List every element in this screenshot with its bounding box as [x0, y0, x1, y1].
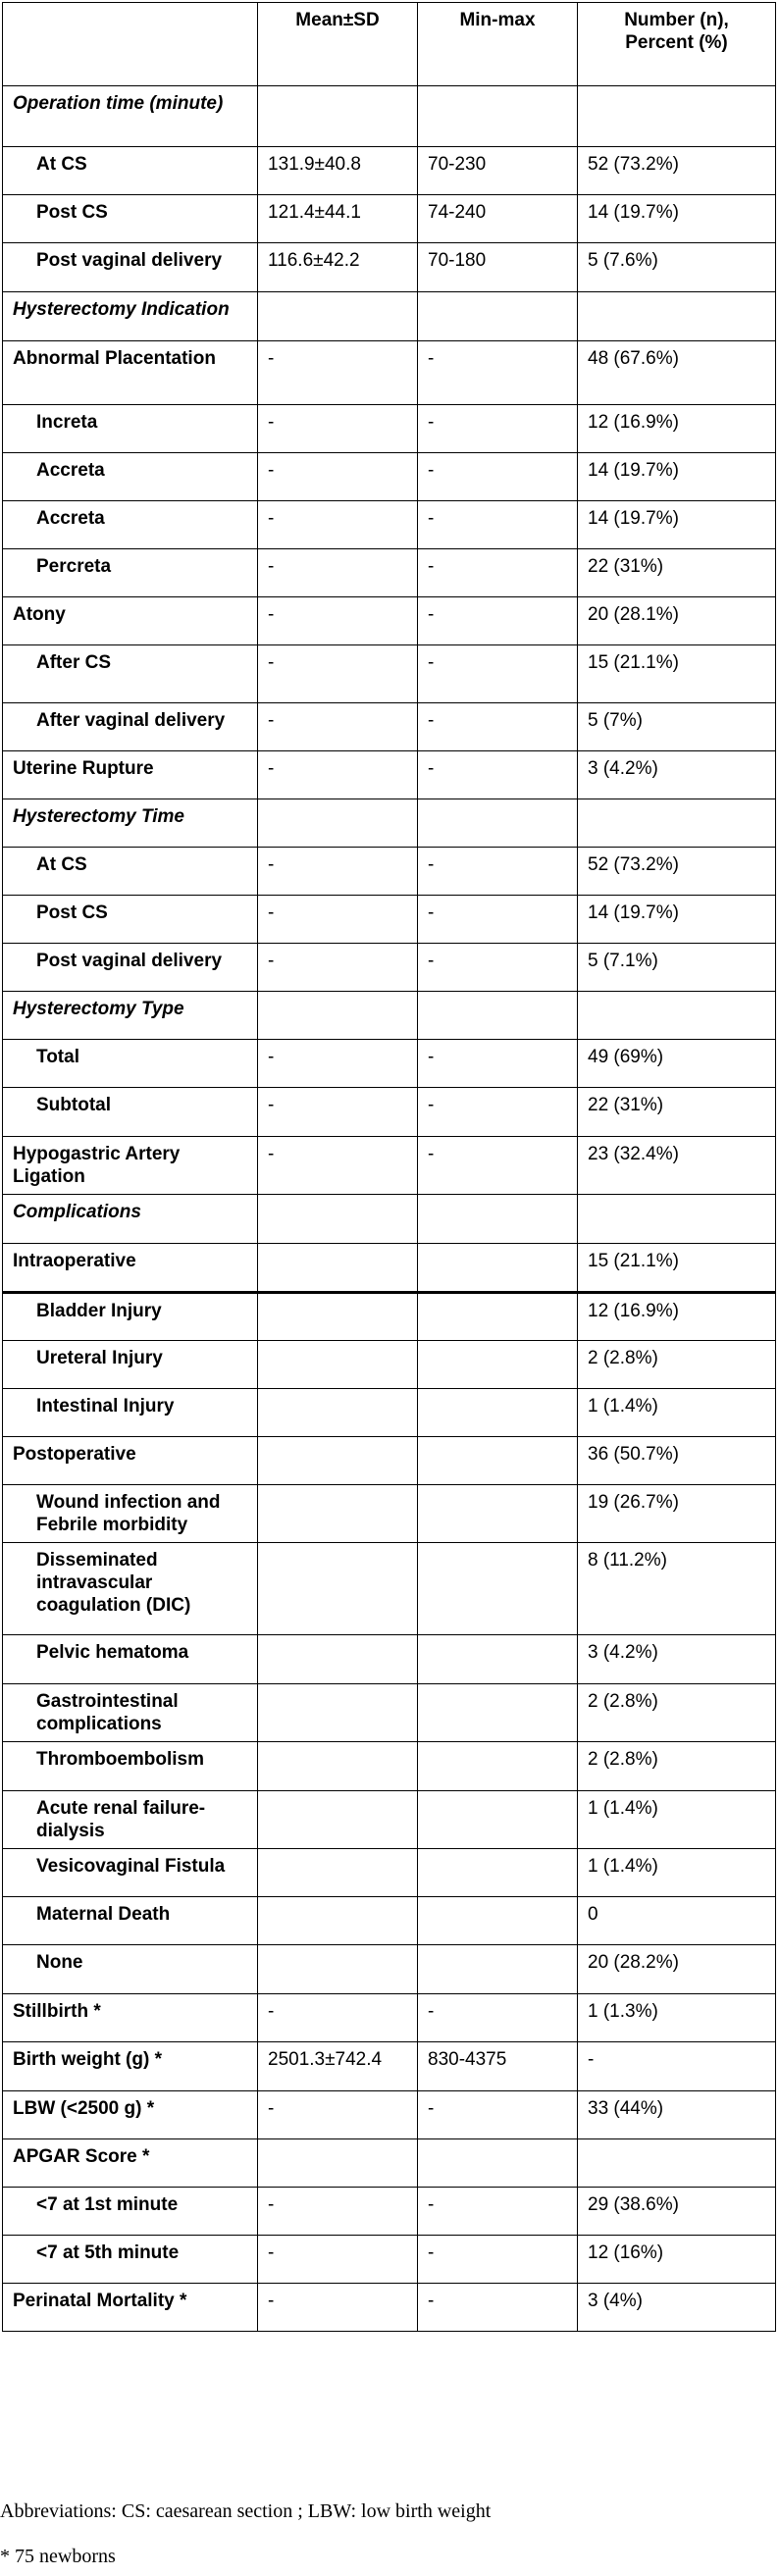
mean-sd-cell: 2501.3±742.4	[258, 2042, 418, 2091]
row-label: Post vaginal delivery	[3, 944, 258, 992]
min-max-cell: -	[418, 896, 578, 944]
mean-sd-cell	[258, 799, 418, 848]
number-percent-cell: 0	[578, 1897, 776, 1945]
row-label: Subtotal	[3, 1088, 258, 1137]
min-max-cell: -	[418, 1040, 578, 1088]
mean-sd-cell	[258, 1684, 418, 1742]
row-label: Post vaginal delivery	[3, 243, 258, 292]
number-percent-cell: 8 (11.2%)	[578, 1543, 776, 1635]
table-row	[3, 1897, 776, 1945]
number-percent-cell	[578, 292, 776, 341]
min-max-cell	[418, 1791, 578, 1849]
mean-sd-cell: -	[258, 501, 418, 549]
row-label: Hysterectomy Time	[3, 799, 258, 848]
number-percent-cell: 12 (16%)	[578, 2236, 776, 2284]
mean-sd-cell: 131.9±40.8	[258, 147, 418, 195]
mean-sd-cell: 121.4±44.1	[258, 195, 418, 243]
mean-sd-cell	[258, 1897, 418, 1945]
header-row	[3, 3, 776, 86]
row-label: At CS	[3, 147, 258, 195]
table-row	[3, 195, 776, 243]
min-max-cell	[418, 1945, 578, 1994]
min-max-cell	[418, 1293, 578, 1341]
mean-sd-cell: -	[258, 405, 418, 453]
row-label: Complications	[3, 1195, 258, 1244]
table-row	[3, 1389, 776, 1437]
mean-sd-cell: 116.6±42.2	[258, 243, 418, 292]
number-percent-cell: 2 (2.8%)	[578, 1684, 776, 1742]
number-percent-cell: 1 (1.4%)	[578, 1849, 776, 1897]
table-row	[3, 341, 776, 405]
number-percent-cell: 52 (73.2%)	[578, 848, 776, 896]
number-percent-cell: 29 (38.6%)	[578, 2188, 776, 2236]
table-row	[3, 896, 776, 944]
row-label: APGAR Score *	[3, 2139, 258, 2188]
table-row	[3, 1341, 776, 1389]
row-label: Intestinal Injury	[3, 1389, 258, 1437]
row-label: Increta	[3, 405, 258, 453]
table-row	[3, 501, 776, 549]
table-row	[3, 1137, 776, 1195]
table-row	[3, 1849, 776, 1897]
row-label: Hysterectomy Indication	[3, 292, 258, 341]
number-percent-cell: 23 (32.4%)	[578, 1137, 776, 1195]
mean-sd-cell	[258, 2139, 418, 2188]
min-max-cell	[418, 1341, 578, 1389]
table-row	[3, 1791, 776, 1849]
mean-sd-cell	[258, 1945, 418, 1994]
min-max-cell: -	[418, 703, 578, 751]
table-row	[3, 703, 776, 751]
results-table	[2, 2, 776, 2332]
number-percent-cell: 1 (1.4%)	[578, 1389, 776, 1437]
number-percent-cell: 5 (7%)	[578, 703, 776, 751]
min-max-cell: -	[418, 597, 578, 645]
number-percent-cell: 14 (19.7%)	[578, 896, 776, 944]
row-label: <7 at 1st minute	[3, 2188, 258, 2236]
number-percent-cell: 2 (2.8%)	[578, 1742, 776, 1791]
row-label: Birth weight (g) *	[3, 2042, 258, 2091]
number-percent-cell: 5 (7.6%)	[578, 243, 776, 292]
min-max-cell: -	[418, 1088, 578, 1137]
mean-sd-cell: -	[258, 1040, 418, 1088]
number-percent-cell: 3 (4.2%)	[578, 751, 776, 799]
mean-sd-cell	[258, 1244, 418, 1293]
mean-sd-cell: -	[258, 848, 418, 896]
header-min-max: Min-max	[418, 3, 578, 86]
mean-sd-cell: -	[258, 453, 418, 501]
number-percent-cell	[578, 86, 776, 147]
row-label: Atony	[3, 597, 258, 645]
number-percent-cell: 19 (26.7%)	[578, 1485, 776, 1543]
mean-sd-cell	[258, 1849, 418, 1897]
mean-sd-cell	[258, 1341, 418, 1389]
min-max-cell	[418, 2139, 578, 2188]
table-row	[3, 1293, 776, 1341]
min-max-cell	[418, 1635, 578, 1684]
row-label: Intraoperative	[3, 1244, 258, 1293]
min-max-cell	[418, 292, 578, 341]
mean-sd-cell: -	[258, 944, 418, 992]
row-label: Gastrointestinal complications	[3, 1684, 258, 1742]
mean-sd-cell: -	[258, 2091, 418, 2139]
table-row	[3, 405, 776, 453]
row-label: After vaginal delivery	[3, 703, 258, 751]
table-row	[3, 799, 776, 848]
number-percent-cell: 33 (44%)	[578, 2091, 776, 2139]
number-percent-cell: 12 (16.9%)	[578, 405, 776, 453]
table-row	[3, 453, 776, 501]
min-max-cell: -	[418, 2236, 578, 2284]
min-max-cell	[418, 992, 578, 1040]
table-row	[3, 1684, 776, 1742]
mean-sd-cell	[258, 1543, 418, 1635]
number-percent-cell: 22 (31%)	[578, 549, 776, 597]
min-max-cell: -	[418, 2091, 578, 2139]
number-percent-cell	[578, 992, 776, 1040]
mean-sd-cell	[258, 292, 418, 341]
table-row	[3, 1485, 776, 1543]
table-row	[3, 597, 776, 645]
min-max-cell: -	[418, 944, 578, 992]
min-max-cell: -	[418, 549, 578, 597]
mean-sd-cell	[258, 992, 418, 1040]
number-percent-cell: 20 (28.2%)	[578, 1945, 776, 1994]
table-row	[3, 944, 776, 992]
mean-sd-cell	[258, 86, 418, 147]
header-mean-sd: Mean±SD	[258, 3, 418, 86]
mean-sd-cell	[258, 1742, 418, 1791]
mean-sd-cell: -	[258, 896, 418, 944]
row-label: After CS	[3, 645, 258, 703]
min-max-cell: -	[418, 848, 578, 896]
row-label: Accreta	[3, 453, 258, 501]
row-label: Abnormal Placentation	[3, 341, 258, 405]
mean-sd-cell: -	[258, 751, 418, 799]
min-max-cell: -	[418, 405, 578, 453]
header-number-percent: Number (n), Percent (%)	[578, 3, 776, 86]
number-percent-cell: 14 (19.7%)	[578, 501, 776, 549]
min-max-cell	[418, 1742, 578, 1791]
number-percent-cell: 48 (67.6%)	[578, 341, 776, 405]
table-row	[3, 1088, 776, 1137]
table-row	[3, 243, 776, 292]
number-percent-cell	[578, 1195, 776, 1244]
number-percent-cell: 1 (1.4%)	[578, 1791, 776, 1849]
table-row	[3, 1994, 776, 2042]
table-row	[3, 1635, 776, 1684]
table-row	[3, 1945, 776, 1994]
table-row	[3, 1437, 776, 1485]
number-percent-cell: 12 (16.9%)	[578, 1293, 776, 1341]
min-max-cell: 74-240	[418, 195, 578, 243]
table-row	[3, 992, 776, 1040]
number-percent-cell: 36 (50.7%)	[578, 1437, 776, 1485]
min-max-cell	[418, 1897, 578, 1945]
row-label: Post CS	[3, 195, 258, 243]
mean-sd-cell	[258, 1293, 418, 1341]
row-label: Hysterectomy Type	[3, 992, 258, 1040]
min-max-cell	[418, 1437, 578, 1485]
number-percent-cell: 15 (21.1%)	[578, 645, 776, 703]
min-max-cell: -	[418, 453, 578, 501]
mean-sd-cell	[258, 1485, 418, 1543]
row-label: Percreta	[3, 549, 258, 597]
mean-sd-cell: -	[258, 341, 418, 405]
table-row	[3, 147, 776, 195]
number-percent-cell: 15 (21.1%)	[578, 1244, 776, 1293]
min-max-cell: 70-180	[418, 243, 578, 292]
number-percent-cell: 2 (2.8%)	[578, 1341, 776, 1389]
row-label: Bladder Injury	[3, 1293, 258, 1341]
table-row	[3, 1195, 776, 1244]
min-max-cell: -	[418, 2284, 578, 2332]
mean-sd-cell: -	[258, 2236, 418, 2284]
table-row	[3, 2284, 776, 2332]
min-max-cell	[418, 1244, 578, 1293]
row-label: Vesicovaginal Fistula	[3, 1849, 258, 1897]
row-label: Disseminated intravascular coagulation (DIC)	[3, 1543, 258, 1635]
number-percent-cell: 1 (1.3%)	[578, 1994, 776, 2042]
row-label: Postoperative	[3, 1437, 258, 1485]
mean-sd-cell	[258, 1437, 418, 1485]
row-label: Hypogastric Artery Ligation	[3, 1137, 258, 1195]
min-max-cell: 70-230	[418, 147, 578, 195]
table-row	[3, 2042, 776, 2091]
table-row	[3, 645, 776, 703]
min-max-cell: -	[418, 341, 578, 405]
min-max-cell: -	[418, 501, 578, 549]
number-percent-cell: -	[578, 2042, 776, 2091]
table-row	[3, 751, 776, 799]
row-label: <7 at 5th minute	[3, 2236, 258, 2284]
row-label: Operation time (minute)	[3, 86, 258, 147]
mean-sd-cell: -	[258, 1137, 418, 1195]
table-row	[3, 86, 776, 147]
row-label: Perinatal Mortality *	[3, 2284, 258, 2332]
header-empty-cell	[3, 3, 258, 86]
table-row	[3, 292, 776, 341]
number-percent-cell: 5 (7.1%)	[578, 944, 776, 992]
min-max-cell: -	[418, 1994, 578, 2042]
row-label: Thromboembolism	[3, 1742, 258, 1791]
number-percent-cell: 52 (73.2%)	[578, 147, 776, 195]
table-row	[3, 2236, 776, 2284]
number-percent-cell	[578, 2139, 776, 2188]
min-max-cell	[418, 1195, 578, 1244]
number-percent-cell: 20 (28.1%)	[578, 597, 776, 645]
table-row	[3, 2188, 776, 2236]
mean-sd-cell: -	[258, 597, 418, 645]
table-row	[3, 549, 776, 597]
table-row	[3, 2091, 776, 2139]
mean-sd-cell: -	[258, 1994, 418, 2042]
min-max-cell: -	[418, 751, 578, 799]
number-percent-cell	[578, 799, 776, 848]
row-label: Accreta	[3, 501, 258, 549]
mean-sd-cell: -	[258, 549, 418, 597]
mean-sd-cell	[258, 1195, 418, 1244]
min-max-cell	[418, 1543, 578, 1635]
mean-sd-cell	[258, 1389, 418, 1437]
row-label: Wound infection and Febrile morbidity	[3, 1485, 258, 1543]
number-percent-cell: 3 (4%)	[578, 2284, 776, 2332]
min-max-cell: 830-4375	[418, 2042, 578, 2091]
min-max-cell	[418, 1485, 578, 1543]
min-max-cell	[418, 1849, 578, 1897]
min-max-cell	[418, 799, 578, 848]
row-label: At CS	[3, 848, 258, 896]
row-label: Post CS	[3, 896, 258, 944]
row-label: Maternal Death	[3, 1897, 258, 1945]
row-label: None	[3, 1945, 258, 1994]
mean-sd-cell: -	[258, 1088, 418, 1137]
min-max-cell	[418, 1389, 578, 1437]
mean-sd-cell	[258, 1791, 418, 1849]
min-max-cell: -	[418, 1137, 578, 1195]
number-percent-cell: 3 (4.2%)	[578, 1635, 776, 1684]
mean-sd-cell	[258, 1635, 418, 1684]
row-label: Total	[3, 1040, 258, 1088]
number-percent-cell: 49 (69%)	[578, 1040, 776, 1088]
number-percent-cell: 14 (19.7%)	[578, 453, 776, 501]
min-max-cell: -	[418, 2188, 578, 2236]
table-row	[3, 2139, 776, 2188]
number-percent-cell: 14 (19.7%)	[578, 195, 776, 243]
mean-sd-cell: -	[258, 2188, 418, 2236]
abbreviations-note: Abbreviations: CS: caesarean section ; LBW: low birth weight	[0, 2500, 492, 2522]
min-max-cell	[418, 1684, 578, 1742]
min-max-cell	[418, 86, 578, 147]
row-label: LBW (<2500 g) *	[3, 2091, 258, 2139]
row-label: Uterine Rupture	[3, 751, 258, 799]
mean-sd-cell: -	[258, 645, 418, 703]
table-row	[3, 848, 776, 896]
row-label: Stillbirth *	[3, 1994, 258, 2042]
table-row	[3, 1543, 776, 1635]
table-row	[3, 1040, 776, 1088]
mean-sd-cell: -	[258, 2284, 418, 2332]
row-label: Ureteral Injury	[3, 1341, 258, 1389]
table-row	[3, 1742, 776, 1791]
min-max-cell: -	[418, 645, 578, 703]
mean-sd-cell: -	[258, 703, 418, 751]
number-percent-cell: 22 (31%)	[578, 1088, 776, 1137]
newborns-note: * 75 newborns	[0, 2546, 116, 2567]
table-row	[3, 1244, 776, 1293]
row-label: Acute renal failure-dialysis	[3, 1791, 258, 1849]
row-label: Pelvic hematoma	[3, 1635, 258, 1684]
